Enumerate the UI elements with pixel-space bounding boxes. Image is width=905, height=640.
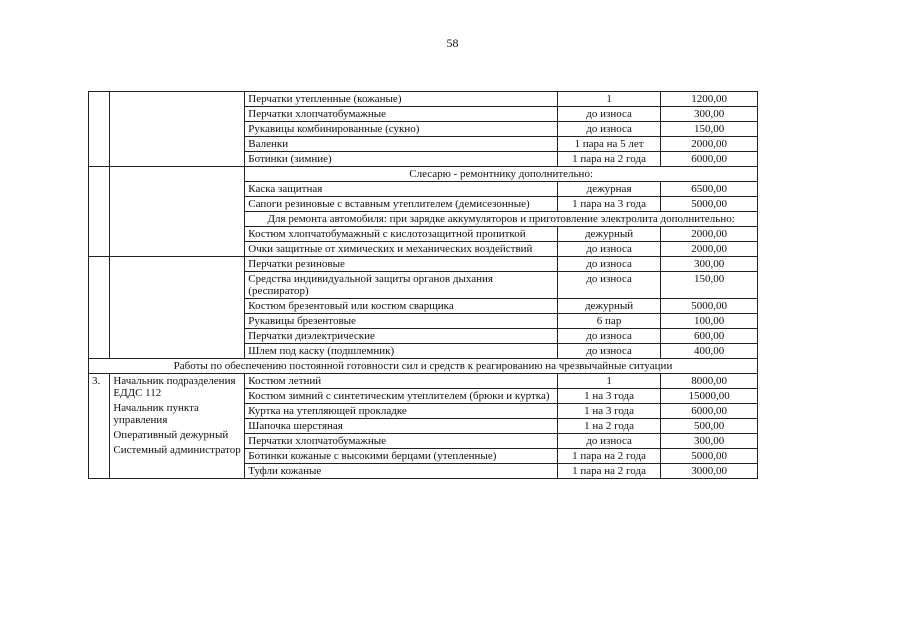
position-label: Начальник пункта управления	[113, 402, 199, 426]
table-row	[89, 167, 758, 182]
table-row	[89, 374, 758, 389]
price-cell: 5000,00	[661, 299, 758, 314]
norm-cell: 1 пара на 2 года	[557, 464, 660, 479]
section-heading-emergency: Работы по обеспечению постоянной готовности сил и средств к реагированию на чрезвычайные ситуации	[89, 359, 758, 374]
item-cell: Рукавицы комбинированные (сукно)	[245, 122, 558, 137]
norm-cell: до износа	[557, 107, 660, 122]
position-label: Начальник подразделения ЕДДС 112	[113, 375, 236, 399]
position-cell	[110, 257, 245, 359]
item-cell: Валенки	[245, 137, 558, 152]
price-cell: 150,00	[661, 272, 758, 299]
price-cell: 8000,00	[661, 374, 758, 389]
item-cell: Рукавицы брезентовые	[245, 314, 558, 329]
norm-cell: до износа	[557, 122, 660, 137]
price-cell: 5000,00	[661, 197, 758, 212]
price-cell: 300,00	[661, 107, 758, 122]
norm-cell: 1 пара на 2 года	[557, 449, 660, 464]
number-cell	[89, 257, 110, 359]
price-cell: 300,00	[661, 434, 758, 449]
norm-cell: до износа	[557, 257, 660, 272]
number-cell	[89, 92, 110, 167]
item-cell: Костюм зимний с синтетическим утеплителем (брюки и куртка)	[245, 389, 558, 404]
item-cell: Туфли кожаные	[245, 464, 558, 479]
price-cell: 6500,00	[661, 182, 758, 197]
price-cell: 6000,00	[661, 152, 758, 167]
norm-cell: до износа	[557, 434, 660, 449]
price-cell: 1200,00	[661, 92, 758, 107]
item-cell: Средства индивидуальной защиты органов дыхания (респиратор)	[245, 272, 558, 299]
norm-cell: 1 на 3 года	[557, 389, 660, 404]
norm-cell: дежурный	[557, 227, 660, 242]
norm-cell: 6 пар	[557, 314, 660, 329]
position-cell	[110, 167, 245, 257]
table-row	[89, 92, 758, 107]
price-cell: 15000,00	[661, 389, 758, 404]
position-cell	[110, 374, 245, 479]
position-label: Оперативный дежурный	[113, 429, 229, 441]
section-heading-locksmith: Слесарю - ремонтнику дополнительно:	[245, 167, 758, 182]
norm-cell: до износа	[557, 242, 660, 257]
norm-cell: 1 пара на 3 года	[557, 197, 660, 212]
norm-cell: до износа	[557, 329, 660, 344]
norm-cell: до износа	[557, 272, 660, 299]
price-cell: 6000,00	[661, 404, 758, 419]
page-number: 58	[446, 36, 459, 50]
number-cell: 3.	[89, 374, 110, 479]
price-cell: 600,00	[661, 329, 758, 344]
price-cell: 2000,00	[661, 227, 758, 242]
item-cell: Каска защитная	[245, 182, 558, 197]
item-cell: Перчатки хлопчатобумажные	[245, 434, 558, 449]
position-label: Системный администратор	[113, 444, 241, 456]
item-cell: Очки защитные от химических и механических воздействий	[245, 242, 558, 257]
price-cell: 100,00	[661, 314, 758, 329]
norm-cell: 1 пара на 2 года	[557, 152, 660, 167]
norm-cell: до износа	[557, 344, 660, 359]
table-row	[89, 359, 758, 374]
item-cell: Костюм хлопчатобумажный с кислотозащитной пропиткой	[245, 227, 558, 242]
price-cell: 2000,00	[661, 242, 758, 257]
norm-cell: дежурный	[557, 299, 660, 314]
price-cell: 400,00	[661, 344, 758, 359]
price-cell: 500,00	[661, 419, 758, 434]
price-cell: 5000,00	[661, 449, 758, 464]
item-cell: Костюм летний	[245, 374, 558, 389]
price-cell: 2000,00	[661, 137, 758, 152]
norm-cell: 1 на 2 года	[557, 419, 660, 434]
norm-cell: 1	[557, 92, 660, 107]
number-cell	[89, 167, 110, 257]
item-cell: Ботинки кожаные с высокими берцами (утепленные)	[245, 449, 558, 464]
item-cell: Ботинки (зимние)	[245, 152, 558, 167]
item-cell: Шлем под каску (подшлемник)	[245, 344, 558, 359]
price-cell: 3000,00	[661, 464, 758, 479]
norm-cell: 1 пара на 5 лет	[557, 137, 660, 152]
norm-cell: 1 на 3 года	[557, 404, 660, 419]
item-cell: Перчатки диэлектрические	[245, 329, 558, 344]
item-cell: Куртка на утепляющей прокладке	[245, 404, 558, 419]
item-cell: Перчатки хлопчатобумажные	[245, 107, 558, 122]
item-cell: Перчатки резиновые	[245, 257, 558, 272]
norm-cell: 1	[557, 374, 660, 389]
price-cell: 150,00	[661, 122, 758, 137]
section-heading-battery: Для ремонта автомобиля: при зарядке аккумуляторов и приготовление электролита дополнительно:	[245, 212, 758, 227]
item-cell: Перчатки утепленные (кожаные)	[245, 92, 558, 107]
item-cell: Шапочка шерстяная	[245, 419, 558, 434]
position-cell	[110, 92, 245, 167]
item-cell: Сапоги резиновые с вставным утеплителем (демисезонные)	[245, 197, 558, 212]
norm-cell: дежурная	[557, 182, 660, 197]
price-cell: 300,00	[661, 257, 758, 272]
item-cell: Костюм брезентовый или костюм сварщика	[245, 299, 558, 314]
protective-equipment-table	[88, 91, 758, 479]
table-row	[89, 257, 758, 272]
